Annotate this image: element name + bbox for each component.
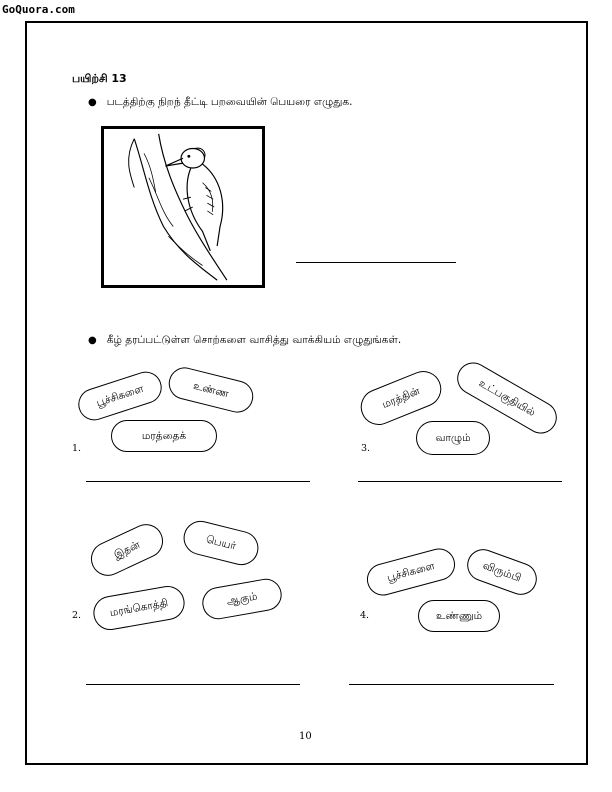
bullet-icon: ● (88, 97, 97, 108)
word-card: இதன் (85, 519, 168, 582)
word-card: பூச்சிகளை (74, 367, 166, 424)
answer-line-q4[interactable] (349, 684, 554, 685)
answer-line-bird-name[interactable] (296, 262, 456, 263)
word-card: மரங்கொத்தி (91, 583, 188, 632)
question-number: 3. (361, 443, 371, 454)
word-card: உண்ணும் (418, 600, 500, 632)
word-card: பெயர் (180, 517, 262, 568)
instruction-1 (88, 96, 352, 109)
site-watermark: GoQuora.com (2, 3, 75, 16)
word-card: மரத்தைக் (111, 420, 217, 452)
instruction-1-text: படத்திற்கு நிறந் தீட்டி பறவையின் பெயரை எழுதுக. (106, 96, 353, 108)
word-card: விரும்பி (463, 545, 542, 600)
woodpecker-picture (101, 126, 265, 288)
answer-line-q2[interactable] (86, 684, 300, 685)
woodpecker-icon (104, 129, 262, 285)
instruction-2-text: கீழ் தரப்பட்டுள்ள சொற்களை வாசித்து வாக்கியம் எழுதுங்கள். (106, 334, 402, 346)
answer-line-q3[interactable] (358, 481, 562, 482)
answer-line-q1[interactable] (86, 481, 310, 482)
page-number: 10 (299, 731, 312, 742)
word-card: மரத்தின் (355, 366, 446, 431)
exercise-title: பயிற்சி 13 (72, 72, 127, 85)
question-number: 1. (72, 443, 82, 454)
question-number: 4. (360, 610, 370, 621)
word-card: உண்ண (165, 364, 256, 416)
word-card: உட்பகுதியில் (451, 357, 562, 440)
word-card: வாழும் (416, 421, 490, 455)
word-card: பூச்சிகளை (363, 545, 458, 599)
bullet-icon: ● (88, 335, 97, 346)
word-card: ஆகும் (200, 576, 284, 621)
instruction-2 (88, 334, 401, 347)
question-number: 2. (72, 610, 82, 621)
